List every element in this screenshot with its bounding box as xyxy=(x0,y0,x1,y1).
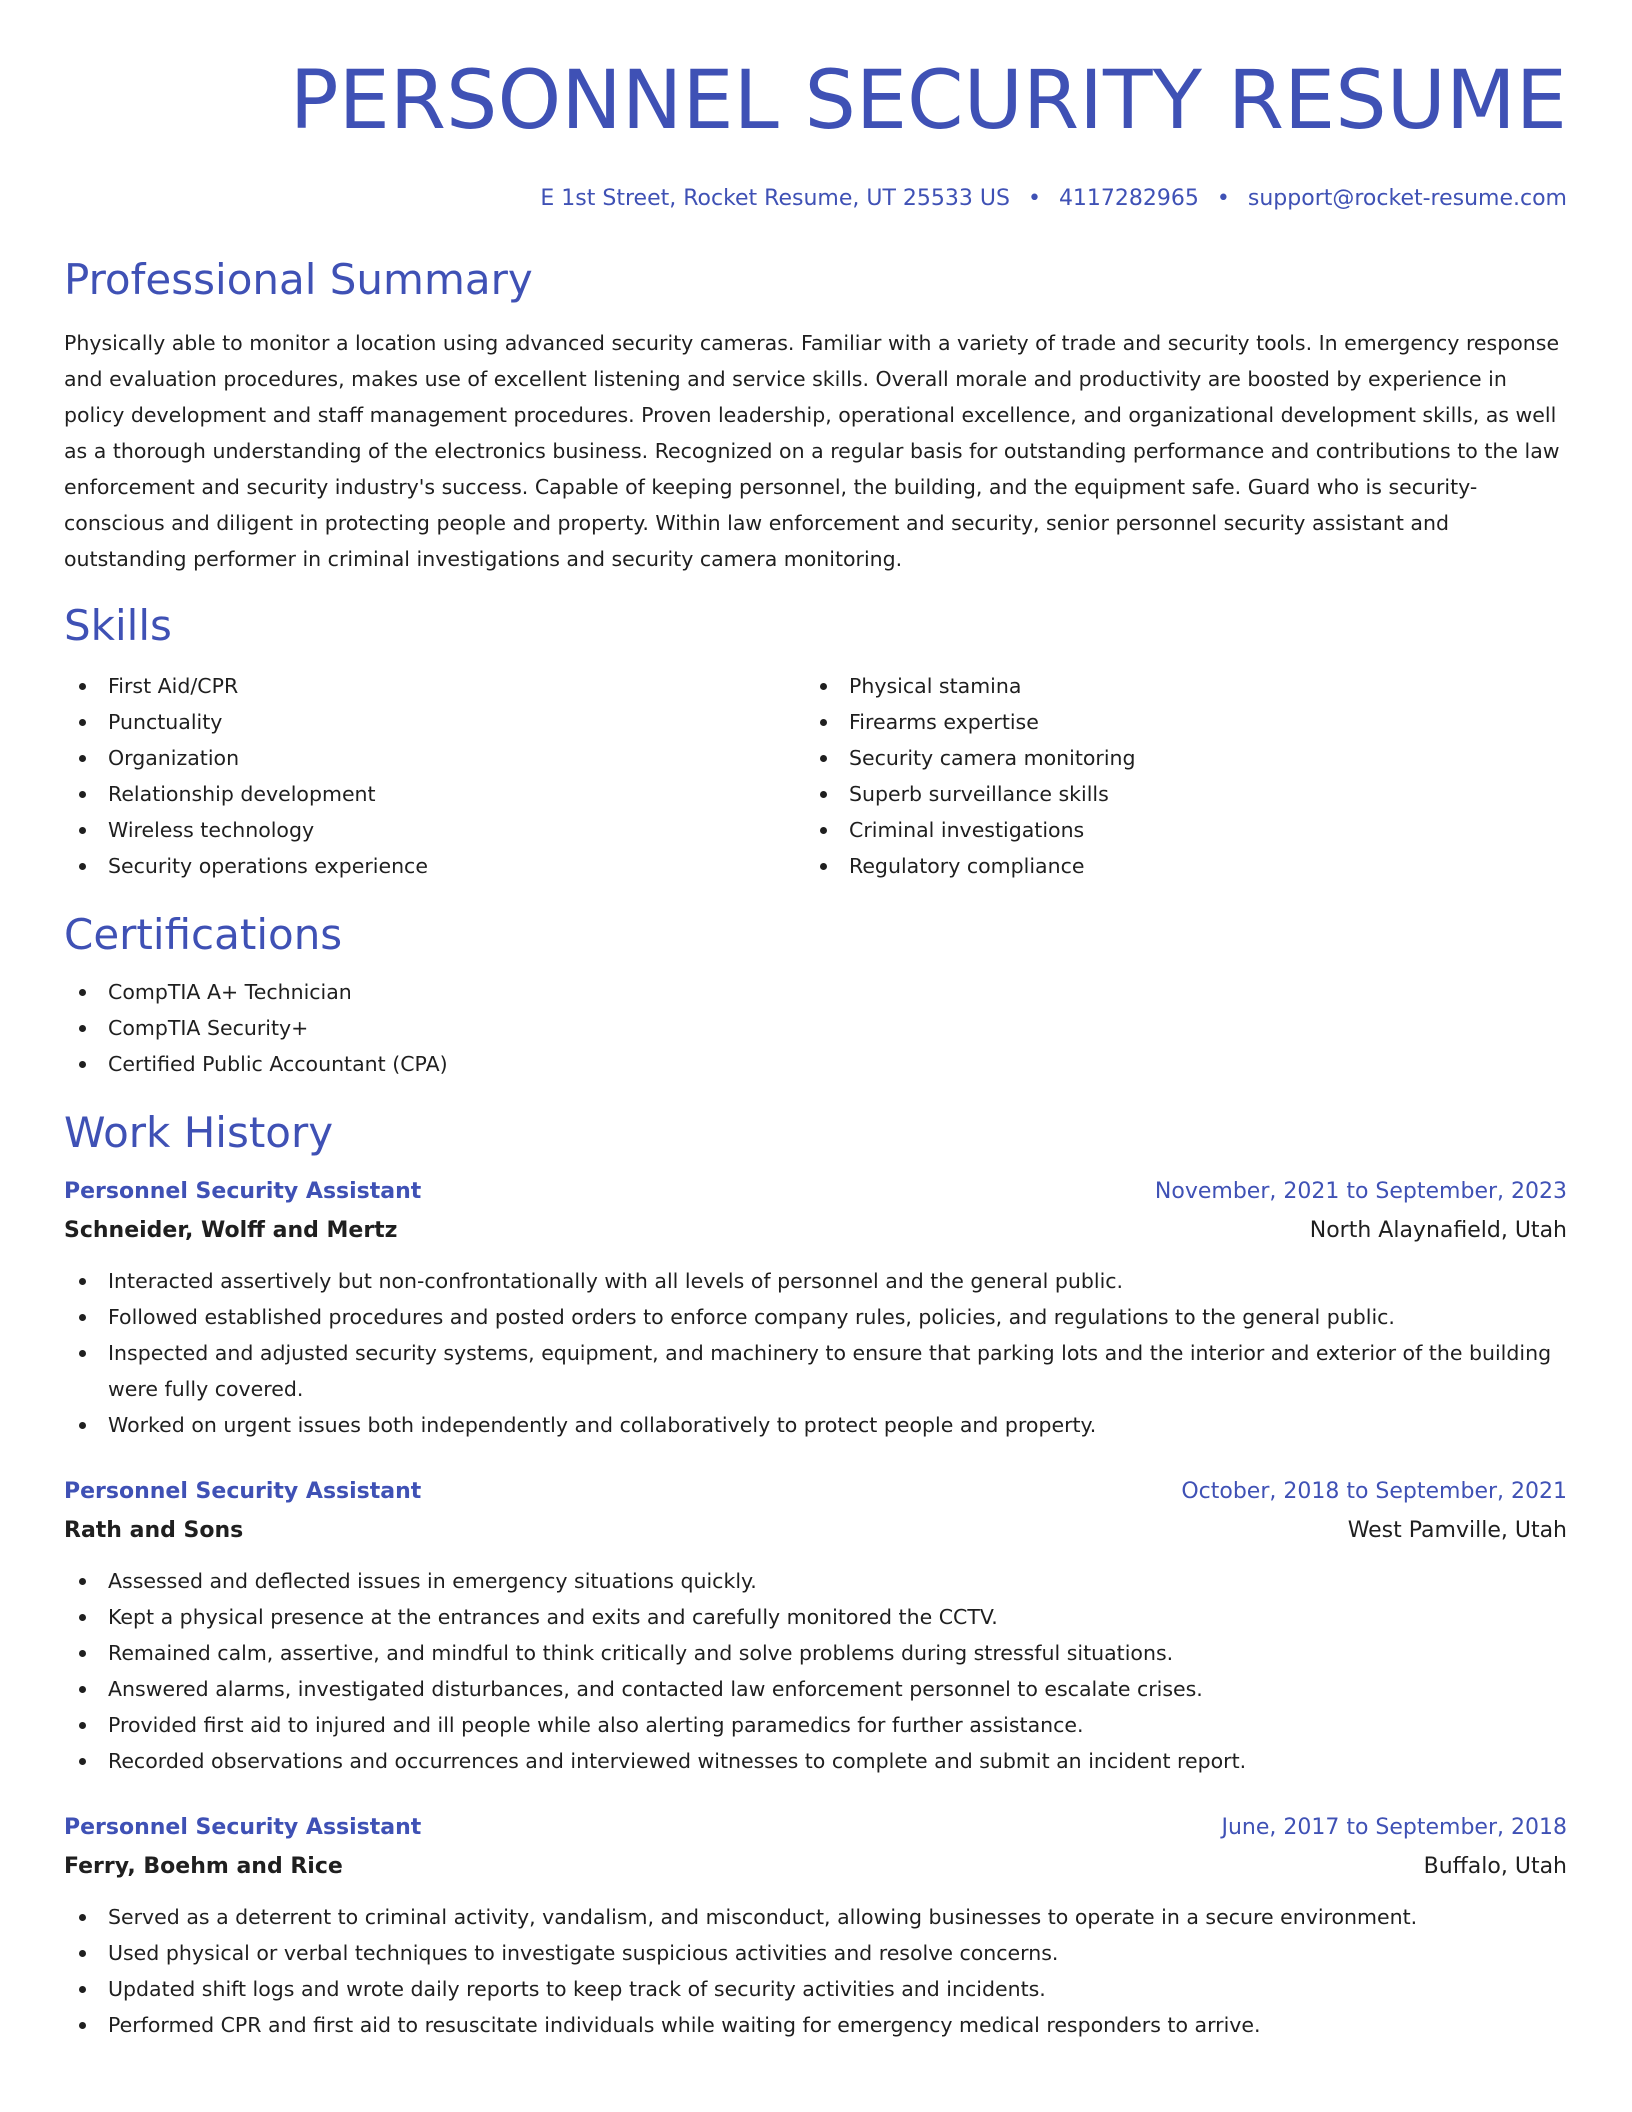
job-company: Ferry, Boehm and Rice xyxy=(64,1853,343,1879)
skill-label: Punctuality xyxy=(108,709,223,734)
summary-heading: Professional Summary xyxy=(64,255,533,304)
job-duty-text: Interacted assertively but non-confrontationally with all levels of personnel and the general public. xyxy=(108,1268,1124,1293)
job-duty-text: Used physical or verbal techniques to investigate suspicious activities and resolve concerns. xyxy=(108,1940,1059,1965)
job-duty-text: Remained calm, assertive, and mindful to think critically and solve problems during stressful situations. xyxy=(108,1640,1174,1665)
bullet-icon xyxy=(79,1914,86,1921)
bullet-icon xyxy=(79,791,86,798)
bullet-icon xyxy=(820,791,827,798)
job-duty-item xyxy=(64,1335,1567,1407)
skill-item xyxy=(805,848,1546,884)
resume-title: PERSONNEL SECURITY RESUME xyxy=(289,54,1567,148)
job-title: Personnel Security Assistant xyxy=(64,1478,422,1504)
job-company: Rath and Sons xyxy=(64,1517,244,1543)
skill-label: Criminal investigations xyxy=(849,817,1085,842)
job-duty-text: Inspected and adjusted security systems, equipment, and machinery to ensure that parking lots and the interior and exterior of the building were fully covered. xyxy=(108,1340,1552,1401)
job-duty-item xyxy=(64,1263,1567,1299)
skill-item xyxy=(805,704,1546,740)
skill-item xyxy=(64,668,805,704)
work-history-heading: Work History xyxy=(64,1108,334,1158)
summary-text: Physically able to monitor a location using advanced security cameras. Familiar with a variety of trade and security tools. In emergency response and evaluation procedures, makes use of excellent listening and service skills. Overall morale and productivity are boosted by experience in policy development and staff management procedures. Proven leadership, operational excellence, and organizational development skills, as well as a thorough understanding of the electronics business. Recognized on a regular basis for outstanding performance and contributions to the law enforcement and security industry's success. Capable of keeping personnel, the building, and the equipment safe. Guard who is security-conscious and diligent in protecting people and property. Within law enforcement and security, senior personnel security assistant and outstanding performer in criminal investigations and security camera monitoring. xyxy=(64,331,1560,572)
skill-item xyxy=(64,848,805,884)
certification-label: Certified Public Accountant (CPA) xyxy=(108,1052,448,1077)
job-duty-text: Answered alarms, investigated disturbances, and contacted law enforcement personnel to escalate crises. xyxy=(108,1676,1203,1701)
contact-line xyxy=(64,186,1567,211)
bullet-icon xyxy=(79,1722,86,1729)
certification-label: CompTIA Security+ xyxy=(108,1016,309,1041)
certification-label: CompTIA A+ Technician xyxy=(108,980,352,1005)
bullet-icon xyxy=(79,1686,86,1693)
certification-item xyxy=(64,974,1567,1010)
job-duty-item xyxy=(64,1971,1567,2007)
skills-list xyxy=(64,668,1567,884)
bullet-icon xyxy=(79,1578,86,1585)
job-duty-item xyxy=(64,2007,1567,2043)
bullet-icon xyxy=(79,1650,86,1657)
bullet-icon xyxy=(79,1950,86,1957)
skill-item xyxy=(64,812,805,848)
job-duty-text: Kept a physical presence at the entrances and exits and carefully monitored the CCTV. xyxy=(108,1604,998,1629)
bullet-icon xyxy=(820,683,827,690)
job-duty-text: Worked on urgent issues both independently and collaboratively to protect people and property. xyxy=(108,1412,1097,1437)
skills-column-left xyxy=(64,668,805,884)
job-duty-item xyxy=(64,1635,1567,1671)
bullet-icon xyxy=(79,719,86,726)
skill-label: Superb surveillance skills xyxy=(849,781,1109,806)
job-header-row xyxy=(64,1809,1567,1847)
job-location: West Pamville, Utah xyxy=(1347,1517,1567,1543)
contact-address: E 1st Street, Rocket Resume, UT 25533 US xyxy=(540,186,1010,211)
skill-label: First Aid/CPR xyxy=(108,673,239,698)
job-duty-item xyxy=(64,1563,1567,1599)
skill-item xyxy=(64,704,805,740)
job-duty-item xyxy=(64,1935,1567,1971)
skill-label: Regulatory compliance xyxy=(849,853,1085,878)
contact-phone: 4117282965 xyxy=(1058,186,1199,211)
skill-label: Security operations experience xyxy=(108,853,428,878)
job-duty-item xyxy=(64,1671,1567,1707)
job-entry xyxy=(64,1173,1567,1443)
bullet-icon xyxy=(79,1758,86,1765)
job-dates: June, 2017 to September, 2018 xyxy=(1221,1814,1567,1840)
job-duty-item xyxy=(64,1299,1567,1335)
job-duties-list xyxy=(64,1263,1567,1443)
bullet-icon xyxy=(820,755,827,762)
job-duty-item xyxy=(64,1407,1567,1443)
job-company-row xyxy=(64,1847,1567,1887)
job-duty-item xyxy=(64,1707,1567,1743)
job-duty-item xyxy=(64,1599,1567,1635)
certifications-list xyxy=(64,974,1567,1082)
skills-heading: Skills xyxy=(64,601,172,651)
bullet-icon xyxy=(79,1025,86,1032)
job-dates: October, 2018 to September, 2021 xyxy=(1181,1478,1567,1504)
bullet-icon xyxy=(79,1061,86,1068)
skill-label: Organization xyxy=(108,745,240,770)
bullet-icon xyxy=(79,827,86,834)
bullet-icon xyxy=(79,1278,86,1285)
job-title: Personnel Security Assistant xyxy=(64,1178,422,1204)
certifications-heading: Certifications xyxy=(64,909,343,959)
bullet-icon xyxy=(820,719,827,726)
contact-separator: • xyxy=(1216,186,1230,211)
job-header-row xyxy=(64,1473,1567,1511)
skill-item xyxy=(805,812,1546,848)
job-duty-item xyxy=(64,1743,1567,1779)
skill-item xyxy=(64,776,805,812)
job-duty-text: Performed CPR and first aid to resuscitate individuals while waiting for emergency medical responders to arrive. xyxy=(108,2012,1261,2037)
bullet-icon xyxy=(79,1422,86,1429)
job-location: Buffalo, Utah xyxy=(1423,1853,1567,1879)
skills-right-list xyxy=(805,668,1546,884)
skill-item xyxy=(64,740,805,776)
certification-item xyxy=(64,1010,1567,1046)
bullet-icon xyxy=(79,683,86,690)
skill-item xyxy=(805,668,1546,704)
bullet-icon xyxy=(79,755,86,762)
contact-email[interactable]: support@rocket-resume.com xyxy=(1247,186,1567,211)
job-duties-list xyxy=(64,1899,1567,2043)
job-duties-list xyxy=(64,1563,1567,1779)
skill-item xyxy=(805,776,1546,812)
job-dates: November, 2021 to September, 2023 xyxy=(1154,1178,1567,1204)
job-duty-text: Followed established procedures and posted orders to enforce company rules, policies, and regulations to the general public. xyxy=(108,1304,1395,1329)
skill-label: Relationship development xyxy=(108,781,376,806)
bullet-icon xyxy=(820,827,827,834)
bullet-icon xyxy=(79,989,86,996)
job-company: Schneider, Wolff and Mertz xyxy=(64,1217,398,1243)
bullet-icon xyxy=(79,2022,86,2029)
bullet-icon xyxy=(79,1350,86,1357)
job-entry xyxy=(64,1473,1567,1779)
job-title: Personnel Security Assistant xyxy=(64,1814,422,1840)
job-header-row xyxy=(64,1173,1567,1211)
certification-item xyxy=(64,1046,1567,1082)
skills-column-right xyxy=(805,668,1546,884)
bullet-icon xyxy=(79,863,86,870)
skill-label: Security camera monitoring xyxy=(849,745,1136,770)
bullet-icon xyxy=(79,1614,86,1621)
job-duty-text: Provided first aid to injured and ill people while also alerting paramedics for further assistance. xyxy=(108,1712,1084,1737)
job-duty-item xyxy=(64,1899,1567,1935)
job-location: North Alaynafield, Utah xyxy=(1309,1217,1567,1243)
skill-label: Physical stamina xyxy=(849,673,1022,698)
skill-label: Wireless technology xyxy=(108,817,315,842)
bullet-icon xyxy=(79,1986,86,1993)
job-duty-text: Updated shift logs and wrote daily reports to keep track of security activities and incidents. xyxy=(108,1976,1046,2001)
job-company-row xyxy=(64,1211,1567,1251)
bullet-icon xyxy=(820,863,827,870)
job-entry xyxy=(64,1809,1567,2043)
job-duty-text: Recorded observations and occurrences and interviewed witnesses to complete and submit an incident report. xyxy=(108,1748,1247,1773)
skills-left-list xyxy=(64,668,805,884)
contact-separator: • xyxy=(1027,186,1041,211)
bullet-icon xyxy=(79,1314,86,1321)
job-duty-text: Assessed and deflected issues in emergency situations quickly. xyxy=(108,1568,757,1593)
job-company-row xyxy=(64,1511,1567,1551)
skill-item xyxy=(805,740,1546,776)
skill-label: Firearms expertise xyxy=(849,709,1039,734)
job-duty-text: Served as a deterrent to criminal activity, vandalism, and misconduct, allowing businesses to operate in a secure environment. xyxy=(108,1904,1418,1929)
